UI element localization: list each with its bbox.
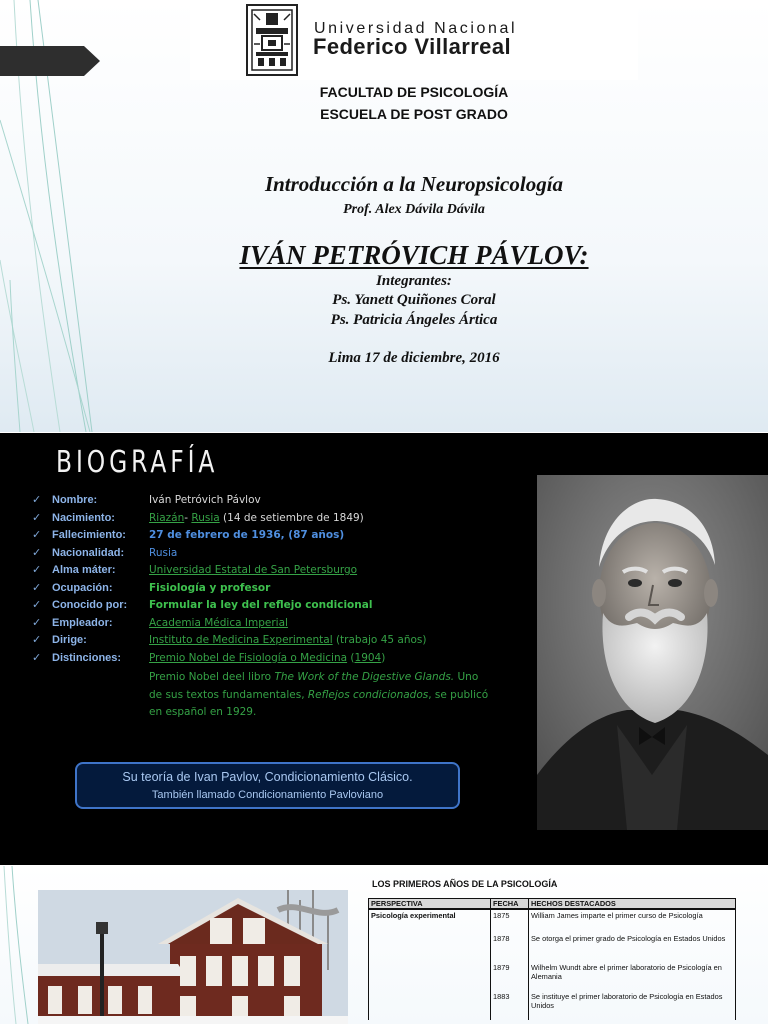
value-text: Iván Petróvich Pávlov [149,494,261,506]
biography-value [149,599,372,611]
history-table [368,898,736,1020]
note-text: Premio Nobel deel libro [149,671,275,683]
biography-value [149,547,177,559]
biography-label: Distinciones: [52,651,122,664]
biography-label: Ocupación: [52,581,113,594]
table-cell: Wilhelm Wundt abre el primer laboratorio de Psicología en Alemania [529,962,736,991]
professor-name: Prof. Alex Dávila Dávila [343,202,485,217]
university-seal-icon [246,4,298,76]
value-text: - [184,511,192,524]
biography-label: Nacionalidad: [52,546,125,559]
logo-line-2: Federico Villarreal [313,34,511,59]
column-header: PERSPECTIVA [369,899,491,910]
wiki-link[interactable]: Riazán [149,511,185,524]
checkmark-icon: ✓ [32,528,42,541]
theory-callout [75,762,460,809]
table-row [369,991,736,1020]
value-text: ( [347,651,355,664]
theory-line: También llamado Condicionamiento Pavloviano [151,789,384,801]
biography-value [149,617,288,629]
table-cell [369,933,491,962]
biography-value [149,494,261,506]
biography-value [149,529,344,541]
table-row [369,933,736,962]
table-cell: 1883 [491,991,529,1020]
member-name: Ps. Patricia Ángeles Ártica [330,312,498,328]
biography-label: Nombre: [52,494,98,506]
biography-item [32,581,502,599]
school-name: ESCUELA DE POST GRADO [320,106,508,122]
wiki-link[interactable]: Universidad Estatal de San Petersburgo [149,564,358,576]
table-cell: Se otorga el primer grado de Psicología en Estados Unidos [529,933,736,962]
value-text: (trabajo 45 años) [332,634,427,646]
wiki-link[interactable]: Instituto de Medicina Experimental [149,634,333,646]
subject-title: IVÁN PETRÓVICH PÁVLOV: [239,240,589,270]
column-header: HECHOS DESTACADOS [529,899,736,910]
table-row [369,962,736,991]
biography-label: Dirige: [52,634,87,646]
value-text: (14 de setiembre de 1849) [219,511,364,524]
table-row [369,909,736,933]
note-text: Uno de sus textos fundamentales, [149,671,479,701]
biography-label: Fallecimiento: [52,529,126,541]
checkmark-icon: ✓ [32,650,42,664]
history-slide [0,866,768,1024]
nobel-note [149,669,494,722]
wiki-link[interactable]: Premio Nobel de Fisiología o Medicina [149,651,348,664]
logo-line-1: Universidad Nacional [314,20,518,37]
table-cell: 1875 [491,909,529,933]
biography-item [32,651,502,669]
presentation-date: Lima 17 de diciembre, 2016 [328,350,500,366]
biography-value [149,512,364,524]
title-slide [0,0,768,432]
member-name: Ps. Yanett Quiñones Coral [332,292,496,308]
biography-label: Empleador: [52,616,113,629]
biography-value [149,564,357,576]
biography-item [32,511,502,529]
table-cell: 1879 [491,962,529,991]
biography-label: Nacimiento: [52,511,115,524]
biography-item [32,616,502,634]
value-text: Formular la ley del reflejo condicional [149,599,373,611]
biography-value [149,582,270,594]
museum-house-photo [38,890,348,1024]
checkmark-icon: ✓ [32,633,42,646]
decorative-lines [0,866,40,1024]
value-text: 27 de febrero de 1936, (87 años) [149,529,345,541]
members-label: Integrantes: [376,273,452,289]
biography-item [32,598,502,616]
course-title: Introducción a la Neuropsicología [264,172,564,196]
biography-label: Conocido por: [52,599,128,611]
biography-item [32,563,502,581]
wiki-link[interactable]: Rusia [191,511,220,524]
column-header: FECHA [491,899,529,910]
value-text: Fisiología y profesor [149,581,271,594]
checkmark-icon: ✓ [32,615,42,629]
biography-value [149,652,385,664]
biography-label: Alma máter: [52,564,116,576]
checkmark-icon: ✓ [32,598,42,611]
biography-item [32,546,502,564]
faculty-name: FACULTAD DE PSICOLOGÍA [319,84,509,100]
table-cell [369,962,491,991]
table-cell: William James imparte el primer curso de Psicología [529,909,736,933]
biography-item [32,633,502,651]
slide-title: BIOGRAFÍA [56,445,219,480]
checkmark-icon: ✓ [32,510,42,524]
checkmark-icon: ✓ [32,563,42,576]
book-title: Reflejos condicionados [307,688,429,701]
table-cell: Se instituye el primer laboratorio de Psicología en Estados Unidos [529,991,736,1020]
biography-item [32,528,502,546]
checkmark-icon: ✓ [32,545,42,559]
checkmark-icon: ✓ [32,493,42,506]
biography-value [149,634,426,646]
table-cell: Psicología experimental [369,909,491,933]
table-cell: 1878 [491,933,529,962]
biography-slide [0,433,768,865]
arrow-shape-icon [0,44,100,78]
note-text: , se publicó en español en 1929. [149,688,489,718]
value-text: ) [381,651,386,664]
pavlov-portrait [537,475,768,830]
book-title: The Work of the Digestive Glands. [274,671,455,683]
wiki-link[interactable]: 1904 [354,651,382,664]
theory-line: Su teoría de Ivan Pavlov, Condicionamiento Clásico. [122,770,413,784]
table-title: LOS PRIMEROS AÑOS DE LA PSICOLOGÍA [372,879,558,889]
biography-item [32,493,502,511]
biography-list [32,493,502,668]
checkmark-icon: ✓ [32,580,42,594]
value-text: Rusia [149,546,178,559]
wiki-link[interactable]: Academia Médica Imperial [149,616,288,629]
table-cell [369,991,491,1020]
